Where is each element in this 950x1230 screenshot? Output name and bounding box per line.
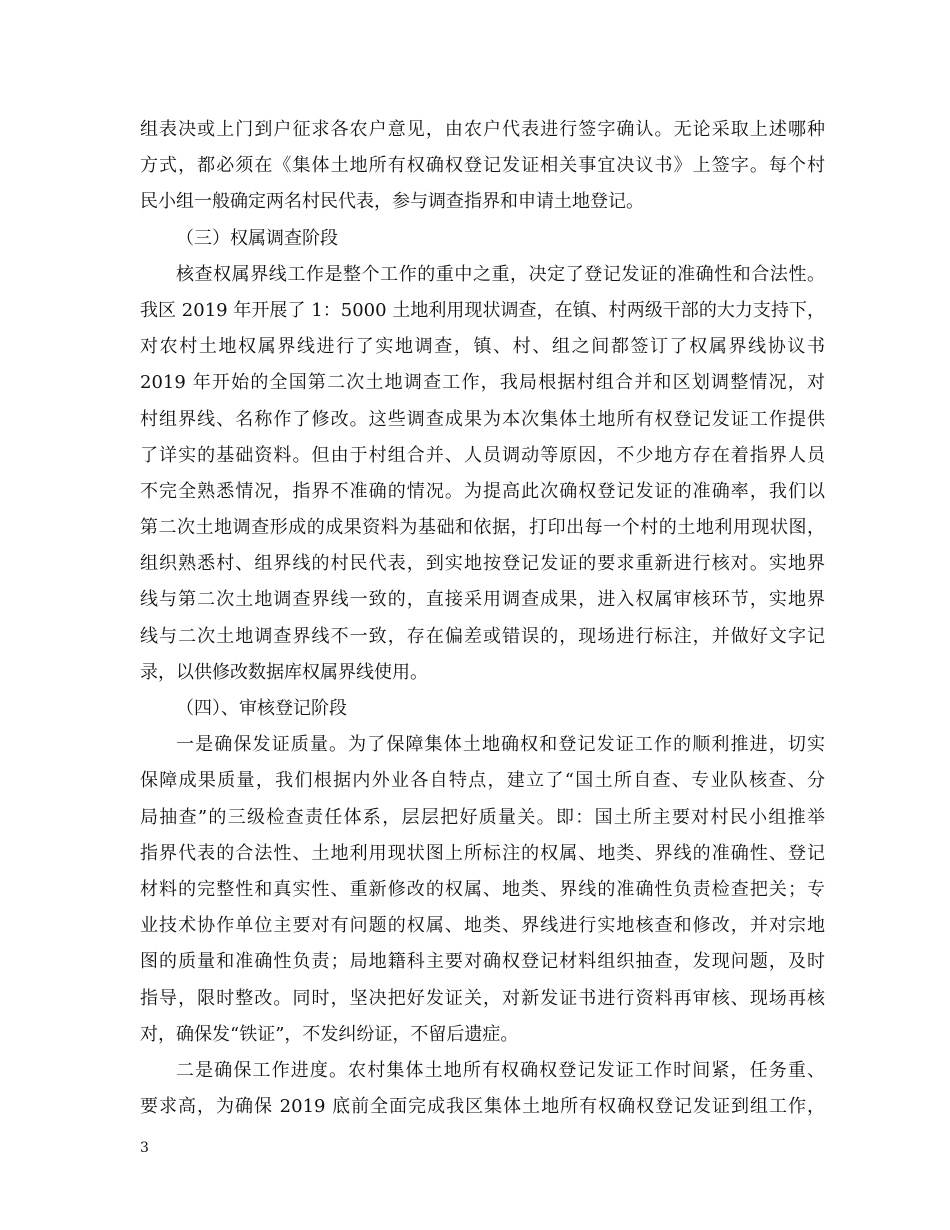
paragraph-line: 了详实的基础资料。但由于村组合并、人员调动等原因，不少地方存在着指界人员 bbox=[140, 444, 825, 466]
paragraph-line: 二是确保工作进度。农村集体土地所有权确权登记发证工作时间紧，任务重、 bbox=[176, 1059, 825, 1081]
paragraph-line: 第二次土地调查形成的成果资料为基础和依据，打印出每一个村的土地利用现状图， bbox=[140, 517, 825, 539]
paragraph-line: 组表决或上门到户征求各农户意见，由农户代表进行签字确认。无论采取上述哪种 bbox=[140, 119, 825, 140]
page-number: 3 bbox=[140, 1140, 149, 1156]
paragraph-line: 图的质量和准确性负责；局地籍科主要对确权登记材料组织抽查，发现问题，及时 bbox=[140, 951, 825, 973]
paragraph-line: 材料的完整性和真实性、重新修改的权属、地类、界线的准确性负责检查把关；专 bbox=[140, 878, 825, 900]
paragraph-line: 指界代表的合法性、土地利用现状图上所标注的权属、地类、界线的准确性、登记 bbox=[140, 842, 825, 864]
paragraph-line: 对农村土地权属界线进行了实地调查，镇、村、组之间都签订了权属界线协议书 bbox=[140, 336, 825, 358]
paragraph-line: 要求高，为确保 2019 底前全面完成我区集体土地所有权确权登记发证到组工作， bbox=[140, 1096, 825, 1118]
paragraph-line: 民小组一般确定两名村民代表，参与调查指界和申请土地登记。 bbox=[140, 191, 644, 213]
paragraph-line: 指导，限时整改。同时，坚决把好发证关，对新发证书进行资料再审核、现场再核 bbox=[140, 987, 825, 1009]
document-body bbox=[140, 112, 825, 1125]
paragraph-line: 村组界线、名称作了修改。这些调查成果为本次集体土地所有权登记发证工作提供 bbox=[140, 408, 825, 430]
paragraph-line: 我区 2019 年开展了 1：5000 土地利用现状调查，在镇、村两级干部的大力支持下， bbox=[140, 299, 825, 321]
paragraph-line: 2019 年开始的全国第二次土地调查工作，我局根据村组合并和区划调整情况，对 bbox=[140, 372, 825, 394]
section-heading: （四）、审核登记阶段 bbox=[176, 698, 347, 719]
paragraph-line: 方式，都必须在《集体土地所有权确权登记发证相关事宜决议书》上签字。每个村 bbox=[140, 155, 825, 177]
paragraph-line: 业技术协作单位主要对有问题的权属、地类、界线进行实地核查和修改，并对宗地 bbox=[140, 915, 825, 937]
paragraph-line: 局抽查”的三级检查责任体系，层层把好质量关。即：国土所主要对村民小组推举 bbox=[140, 806, 825, 828]
section-heading: （三）权属调查阶段 bbox=[176, 227, 338, 249]
paragraph-line: 线与二次土地调查界线不一致，存在偏差或错误的，现场进行标注，并做好文字记 bbox=[140, 625, 825, 647]
paragraph-line: 核查权属界线工作是整个工作的重中之重，决定了登记发证的准确性和合法性。 bbox=[176, 263, 825, 285]
paragraph-line: 录，以供修改数据库权属界线使用。 bbox=[140, 661, 428, 683]
paragraph-line: 线与第二次土地调查界线一致的，直接采用调查成果，进入权属审核环节，实地界 bbox=[140, 589, 825, 611]
paragraph-line: 对，确保发“铁证”，不发纠纷证，不留后遗症。 bbox=[140, 1023, 519, 1045]
paragraph-line: 保障成果质量，我们根据内外业各自特点，建立了“国土所自查、专业队核查、分 bbox=[140, 770, 825, 792]
paragraph-line: 不完全熟悉情况，指界不准确的情况。为提高此次确权登记发证的准确率，我们以 bbox=[140, 480, 825, 502]
paragraph-line: 一是确保发证质量。为了保障集体土地确权和登记发证工作的顺利推进，切实 bbox=[176, 734, 825, 756]
paragraph-line: 组织熟悉村、组界线的村民代表，到实地按登记发证的要求重新进行核对。实地界 bbox=[140, 553, 825, 575]
